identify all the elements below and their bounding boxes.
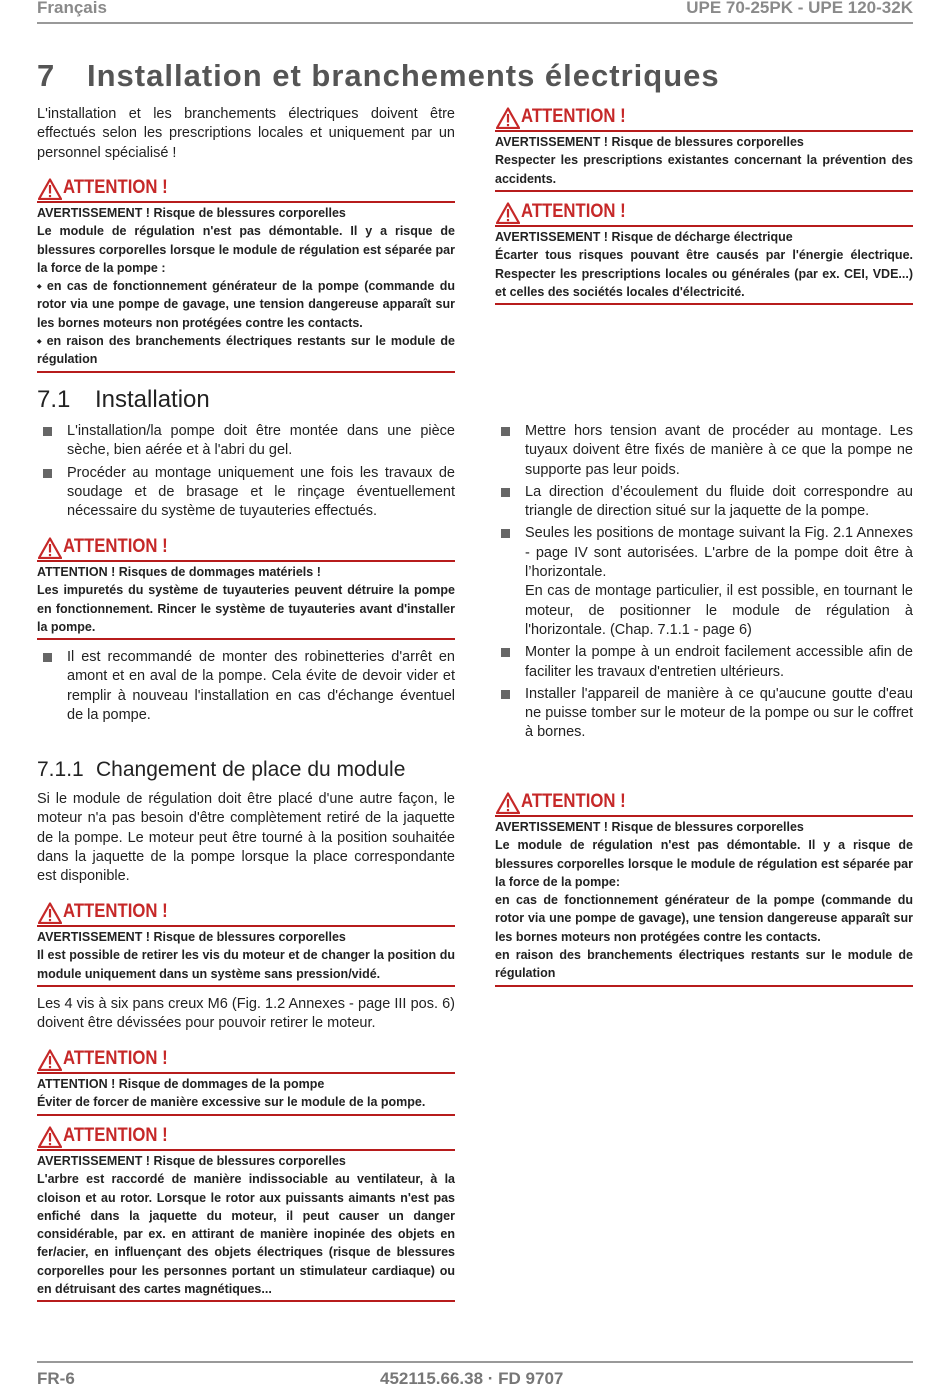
- warning-line: L'arbre est raccordé de manière indissociable au ventilateur, à la cloison et au rotor. Lorsque le rotor aux puissants aimants n'est pas enfiché dans la jaquette du moteur, il peut causer un danger considérable, par ex. en attirant de manière inopinée des objets en fer/acier, en influençant des objets électriques (risque de blessures corporelles pour les personnes portant un stimulateur cardiaque) ou en détruisant des cartes magnétiques...: [37, 1172, 455, 1297]
- section-number: 7.1: [37, 386, 71, 413]
- warning-triangle-icon: [38, 902, 62, 924]
- warning-box: [495, 106, 913, 192]
- warning-body: [495, 817, 913, 985]
- warning-box: [37, 177, 455, 373]
- warning-title: ATTENTION !: [521, 106, 626, 127]
- warning-body: [37, 1151, 455, 1300]
- list-item: [495, 643, 913, 682]
- warning-triangle-icon: [38, 1049, 62, 1071]
- paragraph: Si le module de régulation doit être placé d'une autre façon, le moteur n'a pas besoin d'être complètement retiré de la jaquette de la pompe. Le moteur peut être tourné à la position souhaitée dans la jaquette de la pompe lorsque la place correspondante est disponible.: [37, 791, 455, 885]
- bullet-list: [37, 422, 455, 524]
- square-bullet-icon: [501, 488, 510, 497]
- warning-line: ATTENTION ! Risque de dommages de la pompe: [37, 1077, 325, 1091]
- warning-line: en raison des branchements électriques restants sur le module de régulation: [495, 948, 913, 981]
- warning-line: ⬩ en raison des branchements électriques restants sur le module de régulation: [37, 334, 455, 367]
- warning-line: Il est possible de retirer les vis du moteur et de changer la position du module uniquement dans un système sans pression/vidé.: [37, 948, 455, 981]
- warning-line: AVERTISSEMENT ! Risque de blessures corporelles: [37, 206, 346, 220]
- warning-line: AVERTISSEMENT ! Risque de décharge électrique: [495, 230, 793, 244]
- warning-line: Éviter de forcer de manière excessive sur le module de la pompe.: [37, 1095, 426, 1110]
- warning-title-row: [495, 791, 913, 817]
- square-bullet-icon: [501, 648, 510, 657]
- list-item-text: L'installation/la pompe doit être montée dans une pièce sèche, bien aérée et à l'abri du gel.: [67, 423, 455, 459]
- square-bullet-icon: [501, 427, 510, 436]
- list-item-text: Seules les positions de montage suivant la Fig. 2.1 Annexes - page IV sont autorisées. L'arbre de la pompe doit être à l’horizontale. En cas de montage particulier, il est possible, en tournant le moteur, de positionner le module de régulation à l'horizontale. (Chap. 7.1.1 - page 6): [525, 525, 913, 638]
- warning-triangle-icon: [38, 537, 62, 559]
- warning-title: ATTENTION !: [63, 177, 168, 198]
- warning-line: ATTENTION ! Risques de dommages matériels !: [37, 565, 321, 579]
- warning-triangle-icon: [496, 202, 520, 224]
- warning-triangle-icon: [38, 1126, 62, 1148]
- footer-doc-reference: 452115.66.38 · FD 9707: [380, 1369, 564, 1388]
- section-number: 7.1.1: [37, 758, 84, 781]
- square-bullet-icon: [43, 469, 52, 478]
- warning-line: Respecter les prescriptions existantes concernant la prévention des accidents.: [495, 153, 913, 186]
- warning-body: [495, 132, 913, 190]
- header-model: UPE 70-25PK - UPE 120-32K: [686, 0, 913, 17]
- warning-line: AVERTISSEMENT ! Risque de blessures corporelles: [495, 820, 804, 834]
- paragraph: Les 4 vis à six pans creux M6 (Fig. 1.2 Annexes - page III pos. 6) doivent être dévissées pour pouvoir retirer le moteur.: [37, 996, 455, 1032]
- warning-line: Le module de régulation n'est pas démontable. Il y a risque de blessures corporelles lorsque le module de régulation est séparée par la force de la pompe:: [495, 838, 913, 889]
- warning-box: [37, 901, 455, 987]
- warning-box: [495, 201, 913, 305]
- square-bullet-icon: [501, 690, 510, 699]
- warning-title: ATTENTION !: [521, 201, 626, 222]
- warning-title-row: [495, 201, 913, 227]
- warning-line: Le module de régulation n'est pas démontable. Il y a risque de blessures corporelles lorsque le module de régulation est séparée par la force de la pompe :: [37, 224, 455, 275]
- warning-title-row: [37, 536, 455, 562]
- warning-box: [37, 536, 455, 640]
- section-7-1-1-heading: [37, 758, 405, 782]
- intro-paragraph: L'installation et les branchements électriques doivent être effectués selon les prescriptions locales et uniquement par un personnel spécialisé !: [37, 106, 455, 161]
- list-item: [37, 422, 455, 461]
- section-7-heading: [37, 58, 720, 94]
- warning-body: [495, 227, 913, 303]
- warning-title-row: [37, 1048, 455, 1074]
- list-item: [37, 464, 455, 522]
- warning-body: [37, 927, 455, 985]
- warning-box: [37, 1125, 455, 1302]
- section-7-1-heading: [37, 386, 210, 414]
- warning-title-row: [37, 177, 455, 203]
- list-item: [495, 524, 913, 640]
- section-title: Changement de place du module: [96, 758, 406, 781]
- page-header: [37, 0, 913, 24]
- page-footer: [37, 1361, 913, 1388]
- warning-title-row: [37, 901, 455, 927]
- warning-box: [495, 791, 913, 987]
- list-item-text: Installer l'appareil de manière à ce qu'aucune goutte d'eau ne puisse tomber sur le moteur de la pompe ou sur le coffret à bornes.: [525, 685, 913, 741]
- warning-body: [37, 203, 455, 371]
- square-bullet-icon: [43, 653, 52, 662]
- warning-body: [37, 1074, 455, 1114]
- warning-body: [37, 562, 455, 638]
- section-title: Installation et branchements électriques: [87, 58, 720, 93]
- warning-line: Écarter tous risques pouvant être causés par l'énergie électrique. Respecter les prescriptions locales ou générales (par ex. CEI, VDE...) et celles des sociétés locales d'électricité.: [495, 248, 913, 299]
- bullet-list: [495, 422, 913, 746]
- list-item: [495, 483, 913, 522]
- warning-title: ATTENTION !: [521, 791, 626, 812]
- warning-box: [37, 1048, 455, 1116]
- warning-title-row: [495, 106, 913, 132]
- list-item-text: Procéder au montage uniquement une fois les travaux de soudage et de brasage et le rinçage éventuellement nécessaire du système de tuyauteries effectués.: [67, 464, 455, 520]
- warning-line: ⬩ en cas de fonctionnement générateur de la pompe (commande du rotor via une pompe de gavage, une tension dangereuse apparaît sur les bornes moteurs non protégées contre les contacts.: [37, 279, 455, 330]
- section-title: Installation: [95, 386, 210, 413]
- warning-line: AVERTISSEMENT ! Risque de blessures corporelles: [37, 1154, 346, 1168]
- list-item: [37, 648, 455, 725]
- warning-line: AVERTISSEMENT ! Risque de blessures corporelles: [37, 930, 346, 944]
- list-item: [495, 422, 913, 480]
- warning-triangle-icon: [496, 792, 520, 814]
- warning-line: en cas de fonctionnement générateur de la pompe (commande du rotor via une pompe de gavage), une tension dangereuse apparaît sur les bornes moteurs non protégées contre les contacts.: [495, 893, 913, 944]
- warning-title: ATTENTION !: [63, 536, 168, 557]
- list-item-text: Monter la pompe à un endroit facilement accessible afin de faciliter les travaux d'entretien ultérieurs.: [525, 644, 913, 680]
- warning-title: ATTENTION !: [63, 1048, 168, 1069]
- square-bullet-icon: [501, 529, 510, 538]
- warning-line: AVERTISSEMENT ! Risque de blessures corporelles: [495, 135, 804, 149]
- header-language: Français: [37, 0, 107, 17]
- warning-triangle-icon: [38, 178, 62, 200]
- section-number: 7: [37, 58, 56, 93]
- footer-page-number: FR-6: [37, 1369, 75, 1388]
- warning-title: ATTENTION !: [63, 1125, 168, 1146]
- warning-line: Les impuretés du système de tuyauteries peuvent détruire la pompe en fonctionnement. Rincer le système de tuyauteries avant d'installer la pompe.: [37, 583, 455, 634]
- square-bullet-icon: [43, 427, 52, 436]
- warning-triangle-icon: [496, 107, 520, 129]
- list-item: [495, 685, 913, 743]
- warning-title: ATTENTION !: [63, 901, 168, 922]
- warning-title-row: [37, 1125, 455, 1151]
- list-item-text: Mettre hors tension avant de procéder au montage. Les tuyaux doivent être fixés de manière à ce que la pompe ne supporte pas leur poids.: [525, 423, 913, 478]
- bullet-list: [37, 648, 455, 728]
- list-item-text: Il est recommandé de monter des robinetteries d'arrêt en amont et en aval de la pompe. Cela évite de devoir vider et remplir à nouveau l'installation en cas d'échange éventuel de la pompe.: [67, 649, 455, 723]
- list-item-text: La direction d’écoulement du fluide doit correspondre au triangle de direction situé sur la jaquette de la pompe.: [525, 483, 913, 520]
